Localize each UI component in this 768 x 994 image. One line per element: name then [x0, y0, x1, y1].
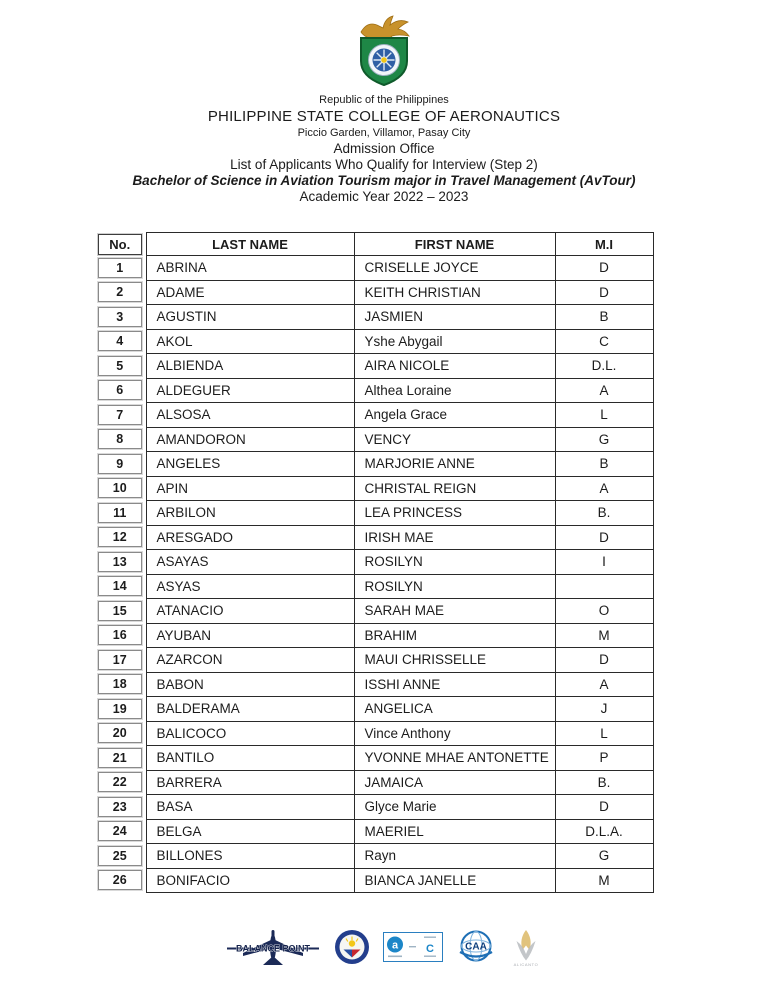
row-number-cell: [97, 525, 146, 550]
row-number: 5: [98, 356, 142, 376]
middle-initial-cell: C: [555, 329, 653, 354]
table-row: [97, 378, 653, 403]
row-number: 4: [98, 331, 142, 351]
row-number-cell: [97, 697, 146, 722]
column-header-no-cell: [97, 233, 146, 256]
middle-initial-cell: B: [555, 305, 653, 330]
first-name-cell: ISSHI ANNE: [354, 672, 555, 697]
first-name-cell: ROSILYN: [354, 550, 555, 575]
row-number: 15: [98, 601, 142, 621]
row-number: 22: [98, 772, 142, 792]
alicanto-label: ALICANTO: [513, 962, 539, 967]
row-number-cell: [97, 721, 146, 746]
last-name-cell: AMANDORON: [146, 427, 354, 452]
row-number: 19: [98, 699, 142, 719]
last-name-cell: ALSOSA: [146, 403, 354, 428]
middle-initial-cell: D: [555, 648, 653, 673]
caa-logo: [456, 929, 496, 965]
table-body: [97, 256, 653, 893]
philsca-logo: [0, 13, 768, 87]
table-row: [97, 403, 653, 428]
last-name-cell: ARBILON: [146, 501, 354, 526]
table-row: [97, 672, 653, 697]
row-number-cell: [97, 574, 146, 599]
last-name-cell: ATANACIO: [146, 599, 354, 624]
philsca-seal-icon: [334, 929, 370, 965]
accreditation-letter: a: [391, 939, 399, 952]
row-number-cell: [97, 256, 146, 281]
first-name-cell: MAERIEL: [354, 819, 555, 844]
row-number: 14: [98, 576, 142, 596]
row-number: 3: [98, 307, 142, 327]
row-number: 8: [98, 429, 142, 449]
row-number: 18: [98, 674, 142, 694]
last-name-cell: APIN: [146, 476, 354, 501]
first-name-cell: CRISELLE JOYCE: [354, 256, 555, 281]
column-header-first-name: FIRST NAME: [354, 233, 555, 256]
row-number-cell: [97, 305, 146, 330]
first-name-cell: AIRA NICOLE: [354, 354, 555, 379]
last-name-cell: ABRINA: [146, 256, 354, 281]
first-name-cell: Glyce Marie: [354, 795, 555, 820]
row-number: 6: [98, 380, 142, 400]
row-number-cell: [97, 819, 146, 844]
last-name-cell: ANGELES: [146, 452, 354, 477]
row-number-cell: [97, 770, 146, 795]
college-name: PHILIPPINE STATE COLLEGE OF AERONAUTICS: [207, 108, 561, 125]
table-row: [97, 746, 653, 771]
first-name-cell: IRISH MAE: [354, 525, 555, 550]
row-number: 26: [98, 870, 142, 890]
middle-initial-cell: D.L.: [555, 354, 653, 379]
first-name-cell: SARAH MAE: [354, 599, 555, 624]
table-row: [97, 354, 653, 379]
row-number-cell: [97, 329, 146, 354]
last-name-cell: AYUBAN: [146, 623, 354, 648]
row-number: 24: [98, 821, 142, 841]
row-number: 23: [98, 797, 142, 817]
republic-line: Republic of the Philippines: [319, 94, 449, 106]
last-name-cell: AZARCON: [146, 648, 354, 673]
row-number: 12: [98, 527, 142, 547]
applicants-table-area: [97, 232, 768, 893]
first-name-cell: JAMAICA: [354, 770, 555, 795]
philsca-shield-eagle-icon: [351, 13, 417, 87]
table-row: [97, 697, 653, 722]
middle-initial-cell: J: [555, 697, 653, 722]
first-name-cell: KEITH CHRISTIAN: [354, 280, 555, 305]
middle-initial-cell: L: [555, 403, 653, 428]
accreditation-mark: C: [426, 943, 434, 955]
program-title: Bachelor of Science in Aviation Tourism major in Travel Management (AvTour): [132, 173, 636, 188]
column-header-no: No.: [98, 234, 142, 255]
middle-initial-cell: D: [555, 795, 653, 820]
row-number: 25: [98, 846, 142, 866]
row-number-cell: [97, 795, 146, 820]
row-number: 17: [98, 650, 142, 670]
row-number: 16: [98, 625, 142, 645]
first-name-cell: Rayn: [354, 844, 555, 869]
last-name-cell: BONIFACIO: [146, 868, 354, 893]
row-number-cell: [97, 550, 146, 575]
last-name-cell: BARRERA: [146, 770, 354, 795]
list-title: List of Applicants Who Qualify for Interview (Step 2): [230, 157, 538, 172]
middle-initial-cell: G: [555, 427, 653, 452]
last-name-cell: ARESGADO: [146, 525, 354, 550]
table-row: [97, 623, 653, 648]
middle-initial-cell: D: [555, 256, 653, 281]
middle-initial-cell: G: [555, 844, 653, 869]
table-header-row: [97, 233, 653, 256]
last-name-cell: ADAME: [146, 280, 354, 305]
first-name-cell: ANGELICA: [354, 697, 555, 722]
row-number-cell: [97, 648, 146, 673]
first-name-cell: Yshe Abygail: [354, 329, 555, 354]
balance-point-label: BALANCE POINT: [236, 943, 310, 954]
row-number-cell: [97, 354, 146, 379]
last-name-cell: ASAYAS: [146, 550, 354, 575]
first-name-cell: MARJORIE ANNE: [354, 452, 555, 477]
table-row: [97, 452, 653, 477]
middle-initial-cell: O: [555, 599, 653, 624]
row-number: 20: [98, 723, 142, 743]
row-number-cell: [97, 427, 146, 452]
middle-initial-cell: L: [555, 721, 653, 746]
table-row: [97, 721, 653, 746]
middle-initial-cell: M: [555, 868, 653, 893]
applicants-table: [97, 232, 654, 893]
row-number-cell: [97, 403, 146, 428]
row-number-cell: [97, 476, 146, 501]
row-number-cell: [97, 599, 146, 624]
row-number-cell: [97, 378, 146, 403]
office-line: Admission Office: [333, 141, 435, 156]
first-name-cell: ROSILYN: [354, 574, 555, 599]
first-name-cell: LEA PRINCESS: [354, 501, 555, 526]
row-number: 2: [98, 282, 142, 302]
document-header: [0, 0, 768, 205]
caa-label: CAA: [465, 941, 487, 953]
table-row: [97, 868, 653, 893]
table-row: [97, 574, 653, 599]
middle-initial-cell: I: [555, 550, 653, 575]
table-row: [97, 550, 653, 575]
row-number-cell: [97, 623, 146, 648]
first-name-cell: MAUI CHRISSELLE: [354, 648, 555, 673]
first-name-cell: Althea Loraine: [354, 378, 555, 403]
last-name-cell: ALBIENDA: [146, 354, 354, 379]
academic-year: Academic Year 2022 – 2023: [299, 189, 469, 204]
balance-point-logo: [225, 927, 321, 967]
last-name-cell: AGUSTIN: [146, 305, 354, 330]
last-name-cell: BELGA: [146, 819, 354, 844]
last-name-cell: BANTILO: [146, 746, 354, 771]
column-header-middle-initial: M.I: [555, 233, 653, 256]
table-row: [97, 305, 653, 330]
row-number-cell: [97, 746, 146, 771]
first-name-cell: YVONNE MHAE ANTONETTE: [354, 746, 555, 771]
column-header-last-name: LAST NAME: [146, 233, 354, 256]
middle-initial-cell: B.: [555, 501, 653, 526]
middle-initial-cell: B: [555, 452, 653, 477]
table-row: [97, 599, 653, 624]
row-number-cell: [97, 844, 146, 869]
row-number-cell: [97, 452, 146, 477]
row-number: 1: [98, 258, 142, 278]
row-number: 21: [98, 748, 142, 768]
college-address: Piccio Garden, Villamor, Pasay City: [297, 127, 471, 139]
first-name-cell: Angela Grace: [354, 403, 555, 428]
first-name-cell: BIANCA JANELLE: [354, 868, 555, 893]
row-number: 9: [98, 454, 142, 474]
table-row: [97, 525, 653, 550]
last-name-cell: BABON: [146, 672, 354, 697]
last-name-cell: BALDERAMA: [146, 697, 354, 722]
middle-initial-cell: M: [555, 623, 653, 648]
row-number-cell: [97, 501, 146, 526]
middle-initial-cell: A: [555, 672, 653, 697]
last-name-cell: BILLONES: [146, 844, 354, 869]
table-row: [97, 648, 653, 673]
alicanto-logo: [509, 926, 543, 968]
middle-initial-cell: A: [555, 476, 653, 501]
middle-initial-cell: P: [555, 746, 653, 771]
row-number-cell: [97, 672, 146, 697]
row-number-cell: [97, 868, 146, 893]
last-name-cell: AKOL: [146, 329, 354, 354]
table-row: [97, 256, 653, 281]
first-name-cell: BRAHIM: [354, 623, 555, 648]
row-number: 13: [98, 552, 142, 572]
table-row: [97, 795, 653, 820]
first-name-cell: CHRISTAL REIGN: [354, 476, 555, 501]
last-name-cell: ASYAS: [146, 574, 354, 599]
last-name-cell: ALDEGUER: [146, 378, 354, 403]
middle-initial-cell: D: [555, 525, 653, 550]
row-number: 7: [98, 405, 142, 425]
middle-initial-cell: A: [555, 378, 653, 403]
row-number: 10: [98, 478, 142, 498]
table-row: [97, 770, 653, 795]
middle-initial-cell: D: [555, 280, 653, 305]
row-number-cell: [97, 280, 146, 305]
first-name-cell: JASMIEN: [354, 305, 555, 330]
table-row: [97, 329, 653, 354]
middle-initial-cell: D.L.A.: [555, 819, 653, 844]
accreditation-badge: [383, 932, 443, 962]
table-row: [97, 427, 653, 452]
table-row: [97, 280, 653, 305]
last-name-cell: BASA: [146, 795, 354, 820]
first-name-cell: VENCY: [354, 427, 555, 452]
footer-logos: [0, 926, 768, 968]
table-row: [97, 844, 653, 869]
table-row: [97, 819, 653, 844]
middle-initial-cell: [555, 574, 653, 599]
table-row: [97, 476, 653, 501]
first-name-cell: Vince Anthony: [354, 721, 555, 746]
last-name-cell: BALICOCO: [146, 721, 354, 746]
row-number: 11: [98, 503, 142, 523]
table-row: [97, 501, 653, 526]
middle-initial-cell: B.: [555, 770, 653, 795]
